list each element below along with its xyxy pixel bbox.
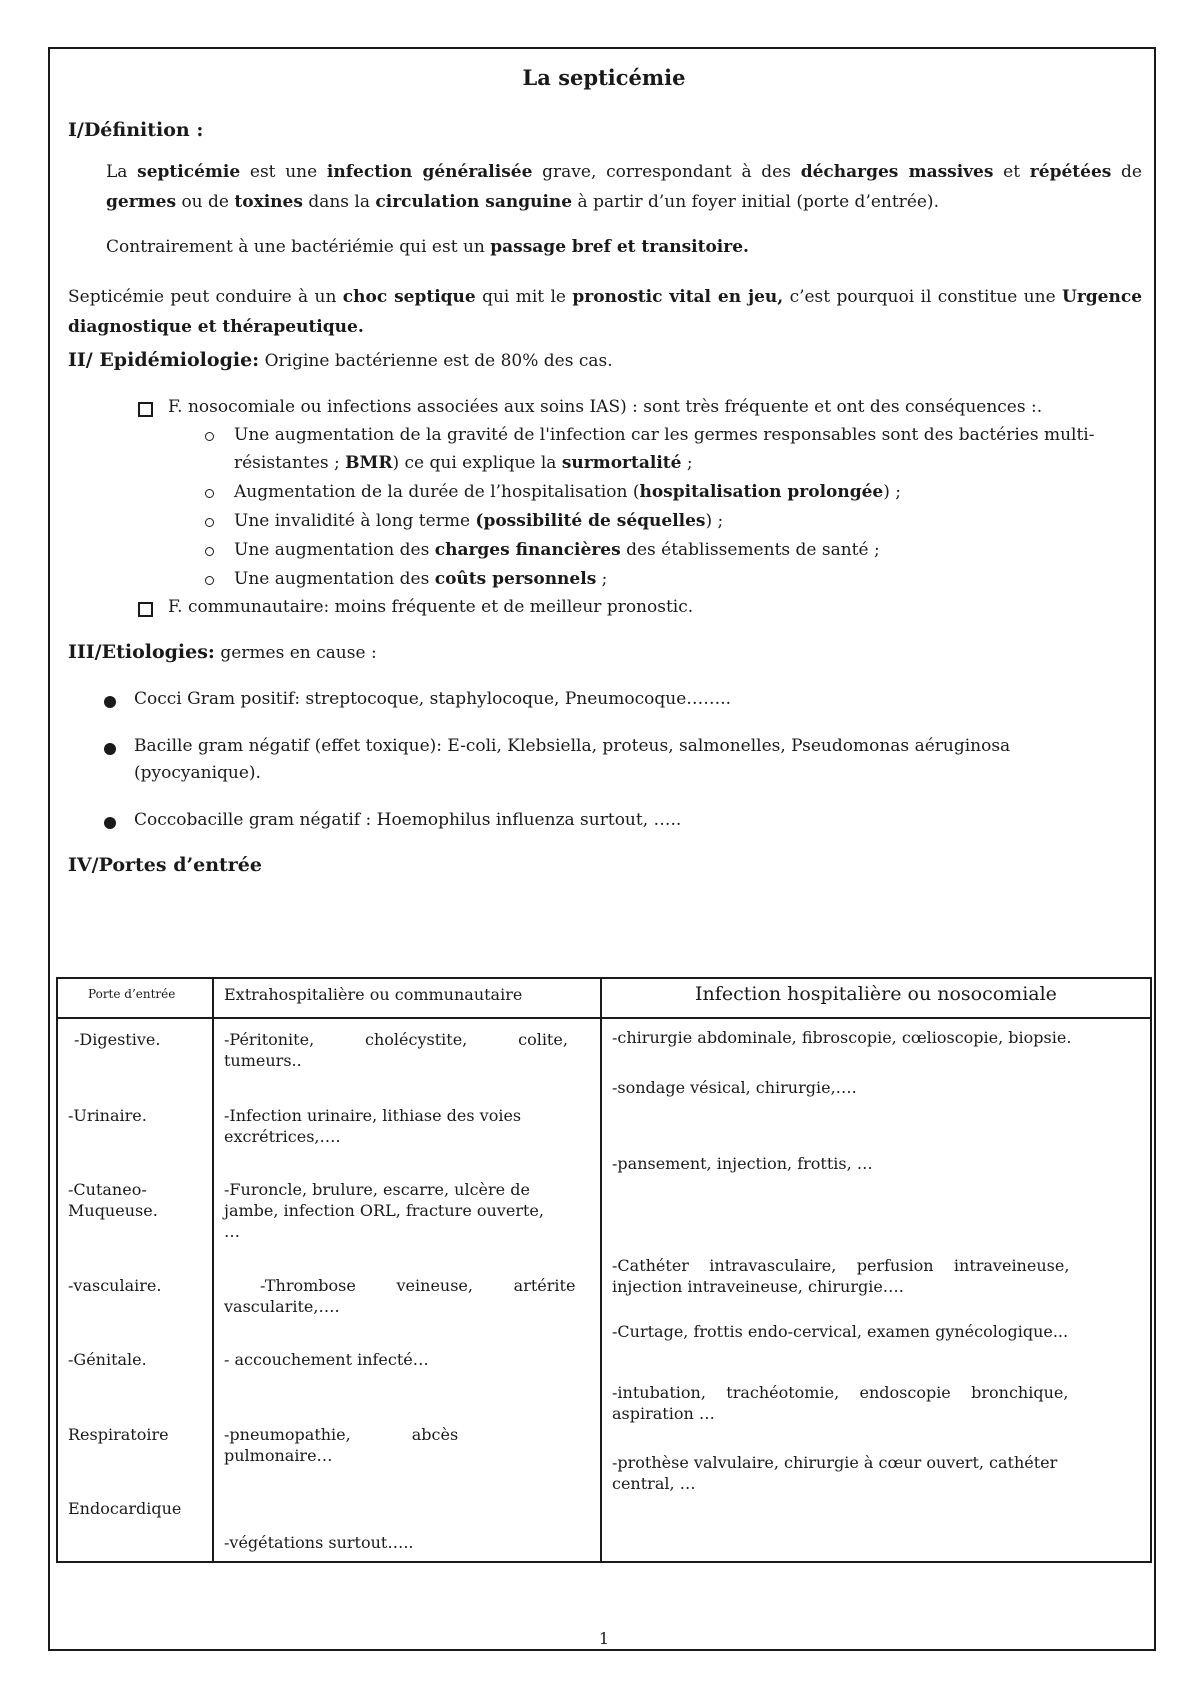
hosp-urinaire: -sondage vésical, chirurgie,…. <box>612 1078 857 1097</box>
extra-vasculaire-2: vascularite,…. <box>224 1297 340 1316</box>
hosp-respiratoire-1: -intubation, trachéotomie, endoscopie bronchique, <box>612 1383 1069 1402</box>
extra-respiratoire-2: pulmonaire… <box>224 1446 333 1465</box>
definition-paragraph-3: Septicémie peut conduire à un choc septique qui mit le pronostic vital en jeu, c’est pourquoi il constitue une Urgence diagnostique et thérapeutique. <box>68 287 1143 337</box>
hosp-vasculaire-1: -Cathéter intravasculaire, perfusion intraveineuse, <box>612 1256 1070 1275</box>
epidemiologie-sub-2: Augmentation de la durée de l’hospitalisation (hospitalisation prolongée) ; <box>234 482 902 502</box>
porte-cell <box>57 1018 213 1562</box>
bullet-dot-icon <box>104 817 116 829</box>
extra-cutaneo-2: jambe, infection ORL, fracture ouverte, <box>224 1201 544 1220</box>
porte-digestive: -Digestive. <box>74 1030 161 1049</box>
hospitaliere-cell <box>601 1018 1151 1562</box>
circle-bullet-icon <box>205 576 214 585</box>
section-definition-heading: I/Définition : <box>68 119 204 141</box>
hosp-vasculaire-2: injection intraveineuse, chirurgie…. <box>612 1277 904 1296</box>
circle-bullet-icon <box>205 547 214 556</box>
definition-paragraph-2: Contrairement à une bactériémie qui est un passage bref et transitoire. <box>106 237 749 257</box>
header-porte: Porte d’entrée <box>57 978 213 1018</box>
hosp-respiratoire-2: aspiration … <box>612 1404 715 1423</box>
epidemiologie-sub-1-line-1: Une augmentation de la gravité de l'infection car les germes responsables sont des bactéries multi- <box>234 425 1095 445</box>
etiologie-cocci: Cocci Gram positif: streptocoque, staphylocoque, Pneumocoque…….. <box>134 689 732 709</box>
checkbox-square-icon <box>138 402 153 417</box>
header-hospitaliere: Infection hospitalière ou nosocomiale <box>601 978 1151 1018</box>
extra-digestive-2: tumeurs.. <box>224 1051 302 1070</box>
porte-vasculaire: -vasculaire. <box>68 1276 162 1295</box>
porte-cutaneo-1: -Cutaneo- <box>68 1180 147 1199</box>
circle-bullet-icon <box>205 518 214 527</box>
table-header-row <box>57 978 1151 1018</box>
checkbox-square-icon <box>138 602 153 617</box>
epidemiologie-sub-5: Une augmentation des coûts personnels ; <box>234 569 608 589</box>
section-etiologies-heading: III/Etiologies: germes en cause : <box>68 641 377 663</box>
bullet-dot-icon <box>104 743 116 755</box>
portes-table <box>56 977 1152 1563</box>
epidemiologie-sub-1-line-2: résistantes ; BMR) ce qui explique la surmortalité ; <box>234 453 693 473</box>
definition-paragraph-1: La septicémie est une infection généralisée grave, correspondant à des décharges massives et répétées de germes ou de toxines dans la circulation sanguine à partir d’un foyer initial (porte d’entrée). <box>106 162 1142 212</box>
extra-respiratoire-1: -pneumopathie, abcès <box>224 1425 459 1444</box>
epidemiologie-item-communautaire: F. communautaire: moins fréquente et de meilleur pronostic. <box>168 597 694 617</box>
porte-cutaneo-2: Muqueuse. <box>68 1201 158 1220</box>
epidemiologie-sub-3: Une invalidité à long terme (possibilité de séquelles) ; <box>234 511 724 531</box>
extra-genitale: - accouchement infecté… <box>224 1350 429 1369</box>
etiologie-coccobacille: Coccobacille gram négatif : Hoemophilus influenza surtout, ….. <box>134 810 682 830</box>
bullet-dot-icon <box>104 696 116 708</box>
extra-urinaire-1: -Infection urinaire, lithiase des voies <box>224 1106 522 1125</box>
porte-urinaire: -Urinaire. <box>68 1106 147 1125</box>
section-epidemiologie-heading: II/ Epidémiologie: Origine bactérienne est de 80% des cas. <box>68 349 613 371</box>
page-frame <box>48 47 1156 1651</box>
extra-cutaneo-3: … <box>224 1222 240 1241</box>
extra-vasculaire-1: -Thrombose veineuse, artérite <box>260 1276 576 1295</box>
page-number: 1 <box>598 1629 610 1648</box>
extra-cutaneo-1: -Furoncle, brulure, escarre, ulcère de <box>224 1180 530 1199</box>
epidemiologie-sub-4: Une augmentation des charges financières des établissements de santé ; <box>234 540 880 560</box>
header-extrahospitaliere: Extrahospitalière ou communautaire <box>213 978 601 1018</box>
hosp-endocardique-1: -prothèse valvulaire, chirurgie à cœur ouvert, cathéter <box>612 1453 1058 1472</box>
etiologie-bacille-line-1: Bacille gram négatif (effet toxique): E-coli, Klebsiella, proteus, salmonelles, Pseudomonas aéruginosa <box>134 736 1011 756</box>
page-title: La septicémie <box>522 65 686 90</box>
epidemiologie-item-nosocomiale: F. nosocomiale ou infections associées aux soins IAS) : sont très fréquente et ont des conséquences :. <box>168 397 1043 417</box>
circle-bullet-icon <box>205 489 214 498</box>
circle-bullet-icon <box>205 432 214 441</box>
porte-genitale: -Génitale. <box>68 1350 147 1369</box>
porte-respiratoire: Respiratoire <box>68 1425 169 1444</box>
section-portes-heading: IV/Portes d’entrée <box>68 854 262 876</box>
hosp-endocardique-2: central, … <box>612 1474 696 1493</box>
hosp-cutaneo: -pansement, injection, frottis, … <box>612 1154 873 1173</box>
porte-endocardique: Endocardique <box>68 1499 182 1518</box>
extra-digestive-1: -Péritonite, cholécystite, colite, <box>224 1030 568 1049</box>
table-row <box>57 1018 1151 1562</box>
extrahospitaliere-cell <box>213 1018 601 1562</box>
extra-urinaire-2: excrétrices,…. <box>224 1127 341 1146</box>
hosp-digestive: -chirurgie abdominale, fibroscopie, cœlioscopie, biopsie. <box>612 1028 1072 1047</box>
etiologie-bacille-line-2: (pyocyanique). <box>134 763 261 783</box>
extra-endocardique: -végétations surtout….. <box>224 1533 414 1552</box>
hosp-genitale: -Curtage, frottis endo-cervical, examen gynécologique... <box>612 1322 1069 1341</box>
